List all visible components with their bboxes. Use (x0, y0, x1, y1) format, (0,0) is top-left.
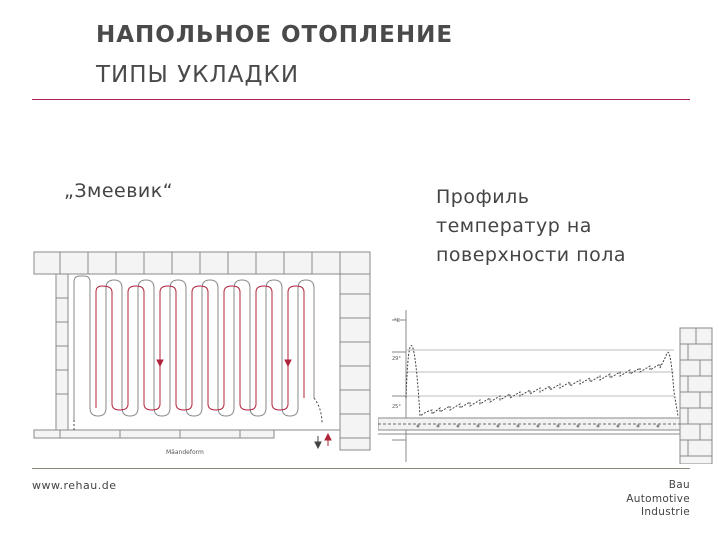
serpentine-label: „Змеевик“ (64, 180, 174, 202)
pipe-loop-grey (74, 276, 314, 420)
axis-tick-label-25: 25° (392, 404, 401, 410)
serpentine-layout-diagram (30, 248, 372, 460)
axis-unit-label: °C (394, 318, 400, 324)
footer-brand-line-1: Bau (668, 479, 690, 491)
page-title: НАПОЛЬНОЕ ОТОПЛЕНИЕ (96, 22, 454, 48)
header-divider (32, 99, 690, 100)
footer-divider (32, 468, 690, 469)
temperature-profile-label-line-1: Профиль (436, 186, 530, 208)
footer-website-link[interactable]: www.rehau.de (32, 479, 117, 492)
temperature-profile-label-line-3: поверхности пола (436, 244, 627, 266)
temperature-curve (406, 345, 678, 416)
layout-caption: Мäandeform (166, 449, 204, 456)
temperature-profile-diagram (378, 300, 714, 464)
temperature-profile-label (436, 183, 696, 270)
footer-brand-line-3: Industrie (640, 506, 690, 518)
pipe-loop-red (96, 286, 304, 410)
footer-brand-line-2: Automotive (626, 492, 690, 505)
footer-brand-lines (626, 479, 690, 520)
return-arrow-icon (315, 436, 321, 448)
axis-tick-label-29: 29° (392, 356, 401, 362)
temperature-profile-label-line-2: температур на (436, 215, 592, 237)
page-subtitle: ТИПЫ УКЛАДКИ (96, 62, 300, 88)
